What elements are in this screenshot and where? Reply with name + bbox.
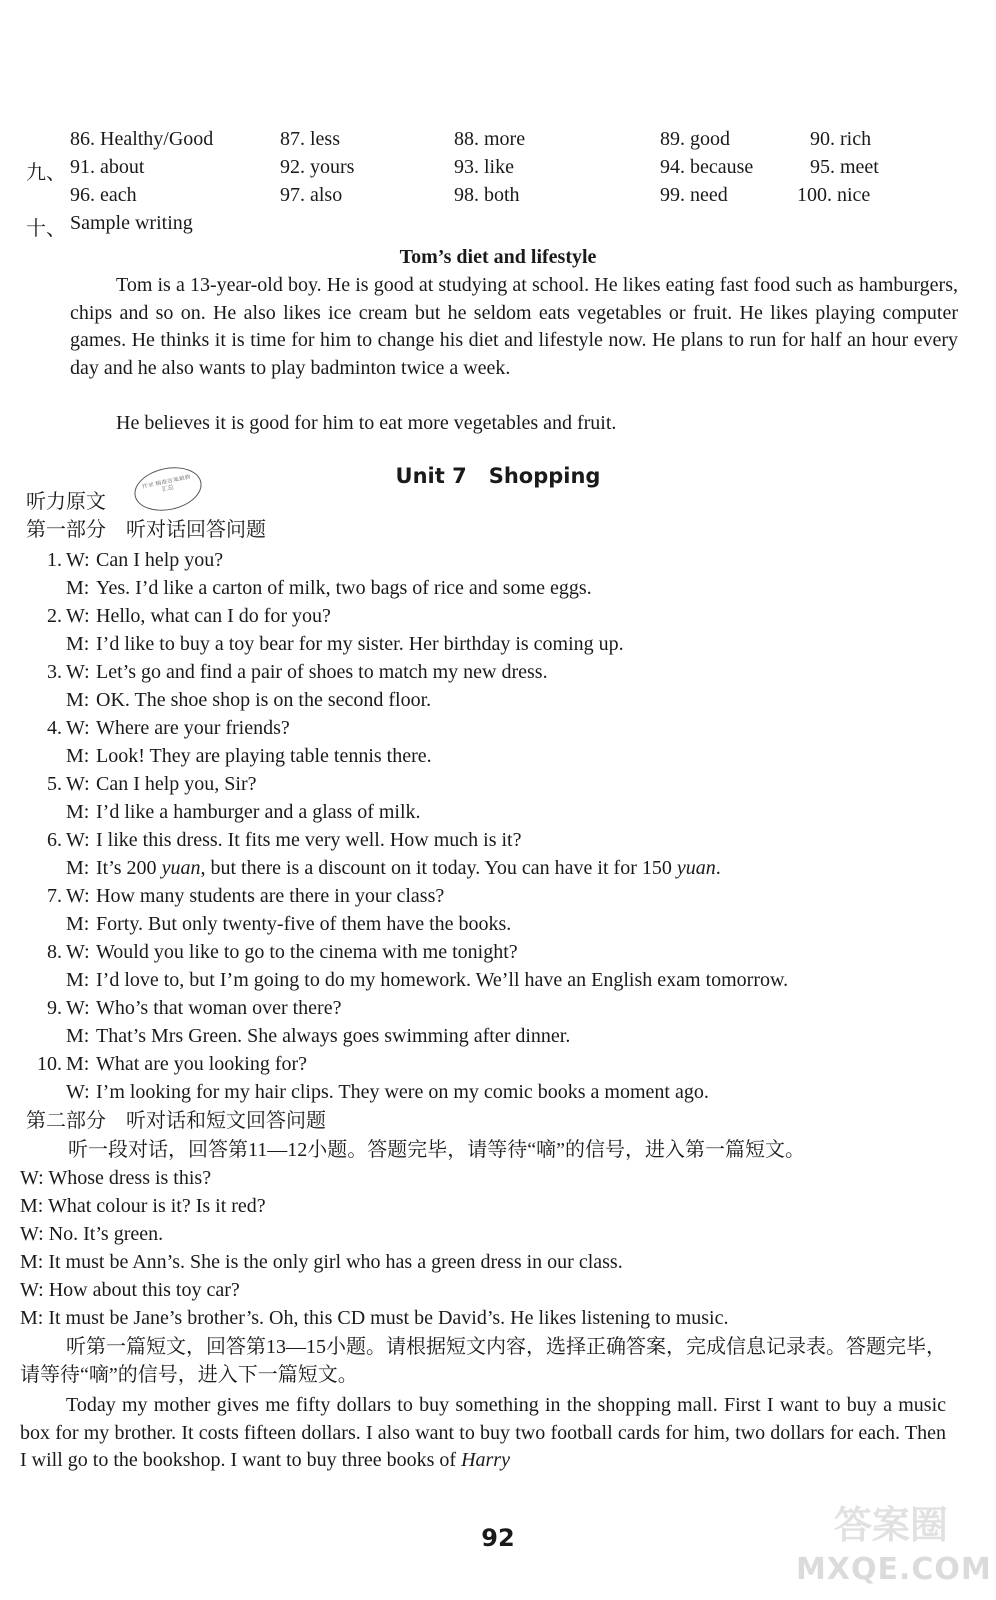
conversation-line: W: Whose dress is this? (20, 1167, 212, 1189)
answer-item: 86. Healthy/Good (70, 128, 214, 150)
speaker-label: W: (66, 549, 90, 571)
dialog-text: , but there is a discount on it today. You can have it for 150 (200, 857, 677, 879)
speaker-label: W: (66, 1081, 90, 1103)
speaker-label: M: (66, 913, 90, 935)
answer-item: 93. like (454, 156, 514, 178)
dialog-line: Can I help you, Sir? (96, 773, 257, 795)
section-number: 九、 (26, 162, 66, 184)
answer-item: 88. more (454, 128, 526, 150)
answer-item: 97. also (280, 184, 343, 206)
speaker-label: W: (66, 661, 90, 683)
essay-title: Tom’s diet and lifestyle (399, 246, 597, 268)
conversation-line: M: What colour is it? Is it red? (20, 1195, 266, 1217)
speaker-label: W: (66, 773, 90, 795)
speaker-label: M: (66, 1053, 90, 1075)
instruction-text: 听一段对话，回答第11—12小题。答题完毕，请等待“嘀”的信号，进入第一篇短文。 (68, 1139, 806, 1161)
dialog-number: 2. (47, 605, 62, 627)
speaker-label: W: (66, 997, 90, 1019)
answer-item: 94. because (660, 156, 754, 178)
speaker-label: M: (66, 745, 90, 767)
sample-writing-label: Sample writing (70, 212, 193, 234)
conversation-line: M: It must be Ann’s. She is the only girl who has a green dress in our class. (20, 1251, 623, 1273)
answer-item: 92. yours (280, 156, 355, 178)
speaker-label: W: (66, 605, 90, 627)
page-number: 92 (481, 1524, 515, 1552)
answer-item: 91. about (70, 156, 145, 178)
dialog-number: 7. (47, 885, 62, 907)
passage-text: Today my mother gives me fifty dollars to buy something in the shopping mall. First I want to buy a music box for my brother. It costs fifteen dollars. I also want to buy two football cards for him, two dollars for each. Then I will go to the bookshop. I want to buy three books of (20, 1394, 946, 1471)
dialog-line: Where are your friends? (96, 717, 290, 739)
dialog-line: Would you like to go to the cinema with me tonight? (96, 941, 518, 963)
dialog-text: . (715, 857, 721, 879)
speaker-label: M: (66, 969, 90, 991)
stamp-text: 作业 精准答案最新汇总 (141, 474, 192, 494)
dialog-number: 3. (47, 661, 62, 683)
answer-row (0, 128, 996, 156)
speaker-label: W: (66, 885, 90, 907)
dialog-line (96, 857, 721, 880)
unit-name: Shopping (488, 464, 601, 488)
watermark-domain: MXQE.COM (796, 1552, 992, 1587)
currency-word: yuan (676, 857, 716, 879)
dialog-line: How many students are there in your class? (96, 885, 445, 907)
speaker-label: W: (66, 717, 90, 739)
dialog-line: Look! They are playing table tennis there. (96, 745, 432, 767)
answer-item: 89. good (660, 128, 730, 150)
speaker-label: M: (66, 577, 90, 599)
dialog-number: 9. (47, 997, 62, 1019)
dialog-line: Yes. I’d like a carton of milk, two bags of rice and some eggs. (96, 577, 592, 599)
dialog-number: 6. (47, 829, 62, 851)
answer-item: 90. rich (810, 128, 872, 150)
dialog-line: I’d love to, but I’m going to do my homework. We’ll have an English exam tomorrow. (96, 969, 789, 991)
instruction-text: 听第一篇短文，回答第13—15小题。请根据短文内容，选择正确答案，完成信息记录表。答题完毕，请等待“嘀”的信号，进入下一篇短文。 (20, 1336, 946, 1386)
speaker-label: M: (66, 689, 90, 711)
dialog-line: Hello, what can I do for you? (96, 605, 331, 627)
essay-paragraph (70, 410, 958, 438)
section-number: 十、 (26, 218, 66, 240)
conversation-line: M: It must be Jane’s brother’s. Oh, this CD must be David’s. He likes listening to music. (20, 1307, 729, 1329)
dialog-line: I’d like to buy a toy bear for my sister. Her birthday is coming up. (96, 633, 624, 655)
essay-paragraph-text: He believes it is good for him to eat more vegetables and fruit. (116, 412, 617, 434)
speaker-label: W: (66, 829, 90, 851)
dialog-line: Let’s go and find a pair of shoes to match my new dress. (96, 661, 548, 683)
dialog-line: Forty. But only twenty-five of them have the books. (96, 913, 512, 935)
dialog-line: What are you looking for? (96, 1053, 308, 1075)
essay-paragraph-text: Tom is a 13-year-old boy. He is good at studying at school. He likes eating fast food such as hamburgers, chips and so on. He also likes ice cream but he seldom eats vegetables or fruit. He likes playing computer games. He thinks it is time for him to change his diet and lifestyle now. He plans to run for half an hour every day and he also wants to play badminton twice a week. (70, 274, 958, 379)
dialog-line: Can I help you? (96, 549, 224, 571)
dialog-number: 4. (47, 717, 62, 739)
listening-heading: 听力原文 (26, 491, 106, 513)
watermark (796, 1500, 992, 1590)
answer-row (0, 184, 996, 212)
dialog-number: 1. (47, 549, 62, 571)
part-heading: 第二部分 听对话和短文回答问题 (26, 1110, 326, 1132)
answer-item: 99. need (660, 184, 728, 206)
answer-item: 95. meet (810, 156, 879, 178)
dialog-line: OK. The shoe shop is on the second floor. (96, 689, 432, 711)
speaker-label: M: (66, 1025, 90, 1047)
dialog-text: It’s 200 (96, 857, 162, 879)
answer-item: 96. each (70, 184, 137, 206)
dialog-line: I’d like a hamburger and a glass of milk. (96, 801, 421, 823)
dialog-line: That’s Mrs Green. She always goes swimming after dinner. (96, 1025, 571, 1047)
currency-word: yuan (161, 857, 201, 879)
conversation-line: W: No. It’s green. (20, 1223, 164, 1245)
unit-number: Unit 7 (395, 464, 467, 488)
dialog-line: I’m looking for my hair clips. They were on my comic books a moment ago. (96, 1081, 709, 1103)
speaker-label: W: (66, 941, 90, 963)
dialog-line: Who’s that woman over there? (96, 997, 342, 1019)
conversation-line: W: How about this toy car? (20, 1279, 240, 1301)
dialog-line: I like this dress. It fits me very well. How much is it? (96, 829, 522, 851)
dialog-number: 8. (47, 941, 62, 963)
essay-paragraph (70, 272, 958, 382)
answer-item: 87. less (280, 128, 340, 150)
speaker-label: M: (66, 801, 90, 823)
watermark-logo: 答案圈 (833, 1503, 948, 1547)
dialog-number: 10. (37, 1053, 62, 1075)
answer-row (0, 156, 996, 184)
passage-paragraph (20, 1392, 946, 1475)
speaker-label: M: (66, 857, 90, 879)
book-title: Harry (461, 1449, 510, 1471)
answer-item: 100. nice (797, 184, 871, 206)
answer-item: 98. both (454, 184, 520, 206)
dialog-number: 5. (47, 773, 62, 795)
answer-row (0, 212, 996, 240)
part-heading: 第一部分 听对话回答问题 (26, 519, 266, 541)
speaker-label: M: (66, 633, 90, 655)
